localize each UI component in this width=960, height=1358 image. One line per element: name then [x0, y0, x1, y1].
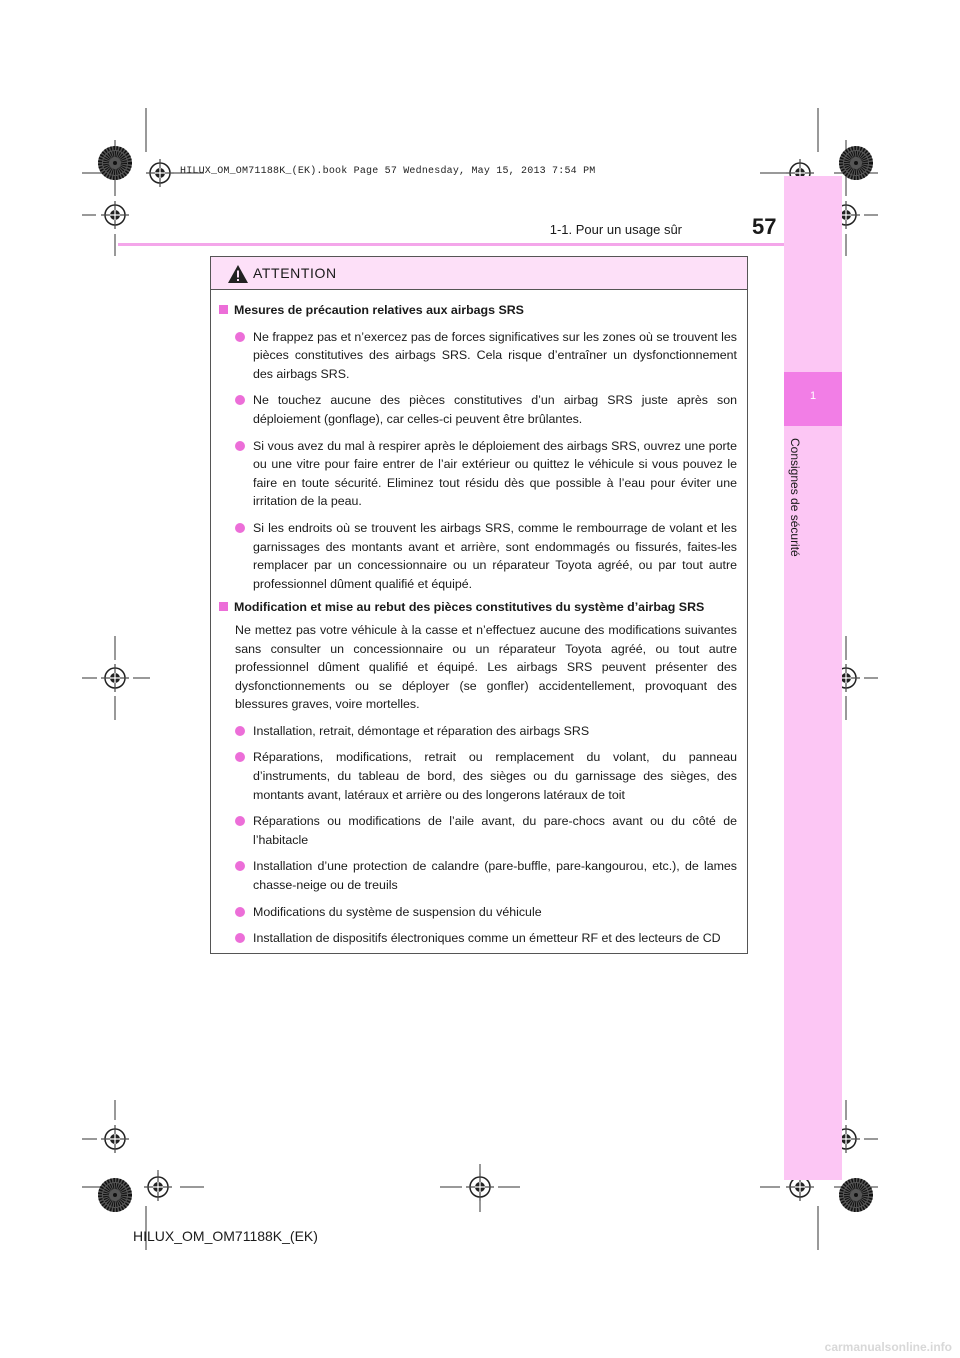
list-item-text: Modifications du système de suspension du véhicule [253, 904, 542, 919]
list-item [235, 748, 737, 804]
bullet-icon [235, 332, 245, 342]
square-bullet-icon [219, 305, 228, 314]
section-heading-text: Modification et mise au rebut des pièces constitutives du système d’airbag SRS [234, 600, 705, 615]
list-item-text: Réparations ou modifications de l’aile avant, du pare-chocs avant ou du côté de l’habitacle [253, 814, 737, 847]
list-item-text: Installation de dispositifs électroniques comme un émetteur RF et des lecteurs de CD [253, 931, 721, 946]
chapter-label [782, 438, 812, 578]
bullet-icon [235, 933, 245, 943]
square-bullet-icon [219, 602, 228, 611]
list-item [235, 929, 737, 948]
warning-body [211, 290, 747, 948]
watermark: carmanualsonline.info [824, 1340, 952, 1354]
list-item-text: Réparations, modifications, retrait ou remplacement du volant, du panneau d’instruments, du tableau de bord, des sièges ou du garnissage des sièges, des montants avant, latéraux et arrière ou des longerons latéraux de toit [253, 750, 737, 802]
bullet-icon [235, 907, 245, 917]
document-id: HILUX_OM_OM71188K_(EK) [133, 1228, 318, 1244]
list-item-text: Ne frappez pas et n’exercez pas de forces significatives sur les zones où se trouvent les pièces constitutives des airbags SRS. Cela risque d’entraîner un dysfonctionnement des airbags SRS. [253, 329, 737, 381]
list-item [235, 519, 737, 593]
section-heading-text: Mesures de précaution relatives aux airbags SRS [234, 303, 524, 317]
list-item-text: Installation, retrait, démontage et réparation des airbags SRS [253, 723, 590, 738]
section-title: 1-1. Pour un usage sûr [549, 222, 682, 237]
list-item [235, 437, 737, 511]
print-info: HILUX_OM_OM71188K_(EK).book Page 57 Wednesday, May 15, 2013 7:54 PM [180, 166, 596, 177]
warning-header [211, 257, 747, 290]
list-item-text: Ne touchez aucune des pièces constitutives d’un airbag SRS juste après son déploiement (gonflage), car celles-ci peuvent être brûlantes. [253, 393, 737, 426]
warning-triangle-icon [227, 264, 249, 284]
bullet-icon [235, 726, 245, 736]
list-item [235, 722, 737, 741]
bullet-icon [235, 752, 245, 762]
list-item [235, 812, 737, 849]
warning-box [210, 256, 748, 954]
page-number: 57 [752, 214, 777, 239]
list-item-text: Si les endroits où se trouvent les airbags SRS, comme le rembourrage de volant et les garnissages des montants avant et arrière, sont endommagés ou fissurés, faites-les remplacer par un concessionnaire ou un réparateur Toyota agréé, ou par tout autre professionnel dûment qualifié et équipé. [253, 520, 737, 591]
chapter-side-strip [784, 176, 842, 1180]
list-item [235, 328, 737, 384]
chapter-number: 1 [809, 390, 817, 402]
bullet-icon [235, 861, 245, 871]
list-item [235, 391, 737, 428]
warning-title: ATTENTION [253, 265, 337, 281]
list-item-text: Installation d’une protection de calandre (pare-buffle, pare-kangourou, etc.), de lames chasse-neige ou de treuils [253, 859, 737, 893]
bullet-icon [235, 395, 245, 405]
header-divider [118, 243, 784, 246]
bullet-icon [235, 441, 245, 451]
list-item [235, 903, 737, 922]
list-item-text: Si vous avez du mal à respirer après le déploiement des airbags SRS, ouvrez une porte ou une vitre pour faire entrer de l’air extérieur ou quittez le véhicule si vous pouvez le faire en toute sécurité. Eliminez tout résidu dès que possible à l’eau pour éviter une irritation de la peau. [253, 438, 737, 509]
bullet-icon [235, 523, 245, 533]
section-heading [219, 301, 737, 320]
chapter-label-text: Consignes de sécurité [788, 438, 802, 557]
list-item [235, 857, 737, 894]
section-paragraph: Ne mettez pas votre véhicule à la casse et n’effectuez aucune des modifications suivantes sans consulter un concessionnaire ou un réparateur Toyota agréé, ou tout autre professionnel dûment qualifié et équipé. Les airbags SRS peuvent présenter des dysfonctionnements ou se déployer (se gonfler) accidentellement, provoquant des blessures graves, voire mortelles. [235, 622, 737, 712]
bullet-icon [235, 816, 245, 826]
section-heading [219, 598, 737, 617]
